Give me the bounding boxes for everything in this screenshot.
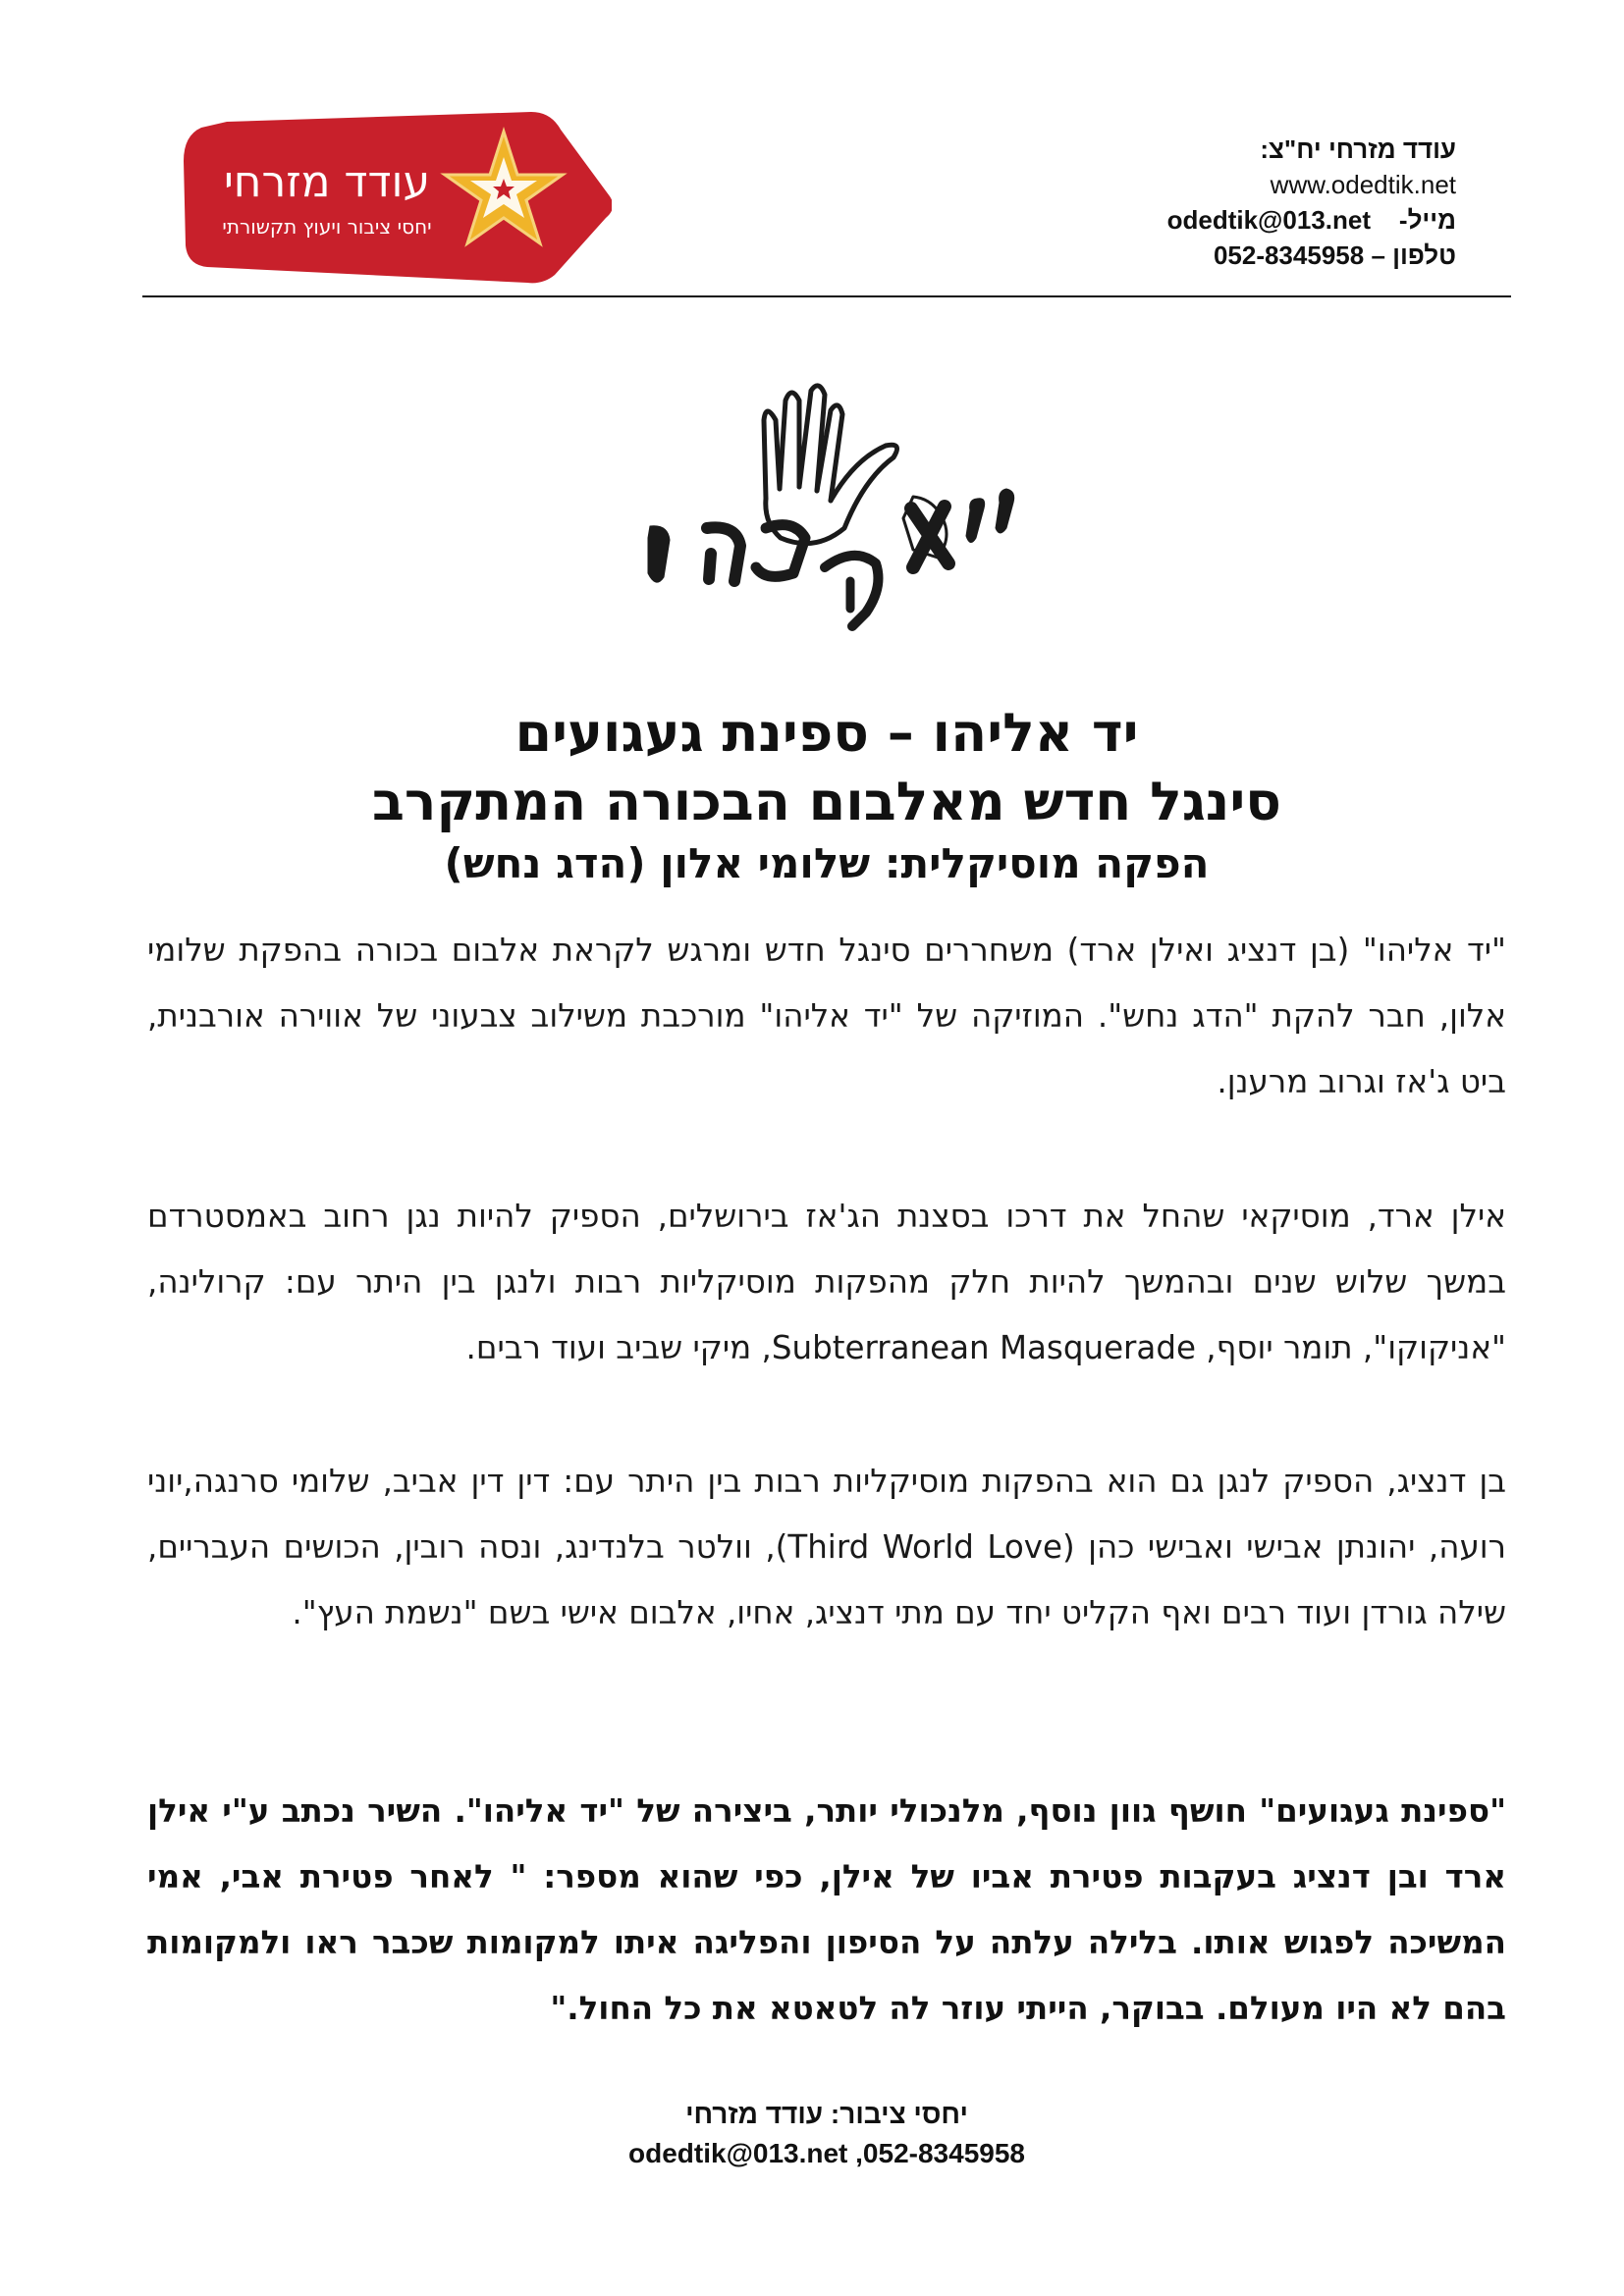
title-production-credit: הפקה מוסיקלית: שלומי אלון (הדג נחש)	[444, 839, 1210, 887]
paragraph-ben-danzig: בן דנציג, הספיק לנגן גם הוא בהפקות מוסיקליות רבות בין היתר עם: דין דין אביב, שלומי סרנגה,יוני רועה, יהונתן אבישי ואבישי כהן (Third World Love), וולטר בלנדינג, ונסה רובין, הכושים העבריים, שילה גורדן ועוד רבים ואף הקליט יחד עם מתי דנציג, אחיו, אלבום אישי בשם "נשמת העץ".	[147, 1463, 1506, 1631]
contact-phone-label: טלפון –	[1371, 240, 1456, 270]
footer-contact-line: odedtik@013.net ,052-8345958	[628, 2138, 1025, 2168]
contact-email[interactable]: odedtik@013.net	[1166, 205, 1371, 235]
header-divider	[142, 295, 1511, 297]
contact-title: עודד מזרחי יח"צ:	[1260, 134, 1456, 164]
band-logo-lettering	[648, 489, 1014, 626]
logo-tagline: יחסי ציבור ויעוץ תקשורתי	[222, 215, 432, 239]
pr-logo	[180, 110, 612, 285]
contact-block	[933, 132, 1456, 273]
band-logo	[619, 381, 1041, 646]
contact-phone: 052-8345958	[1213, 240, 1365, 270]
paragraph-intro: "יד אליהו" (בן דנציג ואילן ארד) משחררים סינגל חדש ומרגש לקראת אלבום בכורה בהפקת שלומי אלון, חבר להקת "הדג נחש". המוזיקה של "יד אליהו" מורכבת משילוב צבעוני של אווירה אורבנית, ביט ג'אז וגרוב מרענן.	[147, 932, 1506, 1100]
paragraph-ilan-arad: אילן ארד, מוסיקאי שהחל את דרכו בסצנת הג'אז בירושלים, הספיק להיות נגן רחוב באמסטרדם במשך שלוש שנים ובהמשך להיות חלק מהפקות מוסיקליות רבות ולנגן בין היתר עם: קרולינה, "אניקוקו", תומר יוסף, Subterranean Masquerade, מיקי שביב ועוד רבים.	[147, 1198, 1506, 1366]
footer-contact	[142, 2095, 1511, 2173]
contact-email-label: מייל-	[1398, 205, 1456, 235]
title-main: יד אליהו – ספינת געגועים	[514, 702, 1139, 764]
title-subtitle: סינגל חדש מאלבום הבכורה המתקרב	[371, 771, 1281, 832]
logo-name: עודד מזרחי	[223, 157, 431, 207]
footer-pr-line: יחסי ציבור: עודד מזרחי	[685, 2099, 968, 2129]
paragraph-song-story: "ספינת געגועים" חושף גוון נוסף, מלנכולי יותר, ביצירה של "יד אליהו". השיר נכתב ע"י אילן ארד ובן דנציג בעקבות פטירת אביו של אילן, כפי שהוא מספר: " לאחר פטירת אבי, אמי המשיכה לפגוש אותו. בלילה עלתה על הסיפון והפליגה איתו למקומות שכבר ראו ולמקומות בהם לא היו מעולם. בבוקר, הייתי עוזר לה לטאטא את כל החול."	[147, 1792, 1506, 2027]
contact-website[interactable]: www.odedtik.net	[1270, 170, 1456, 199]
